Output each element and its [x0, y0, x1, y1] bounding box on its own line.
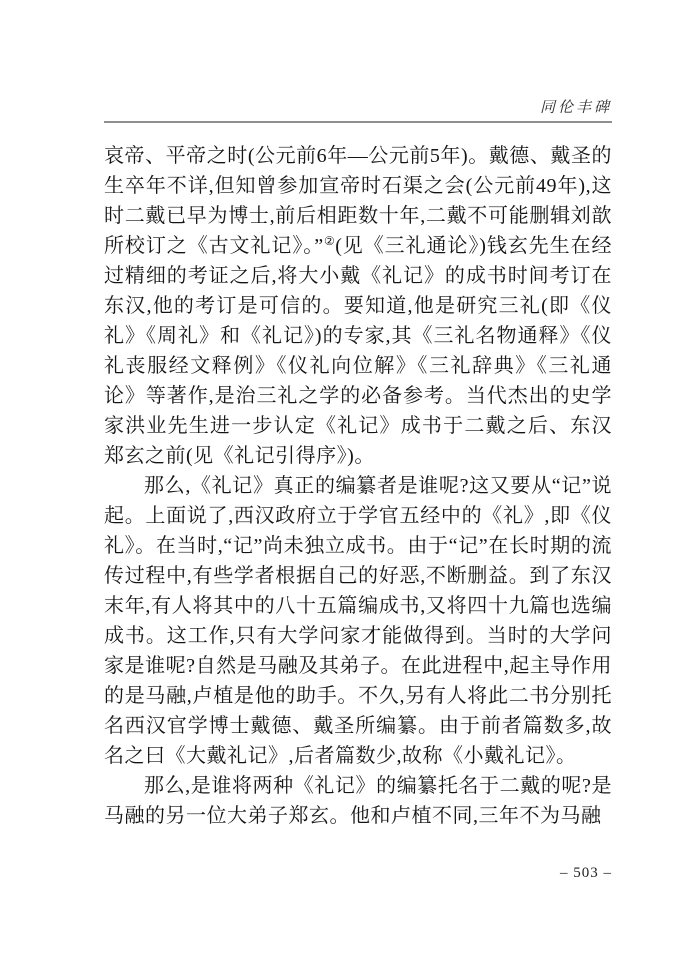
header-rule [104, 121, 612, 123]
paragraph-1-continued: (见《三礼通论》)钱玄先生在经过精细的考证之后,将大小戴《礼记》的成书时间考订在东汉,他的考订是可信的。要知道,他是研究三礼(即《仪礼》《周礼》和《礼记》)的专家,其《三礼名物通释》《仪礼丧服经文释例》《仪礼向位解》《三礼辞典》《三礼通论》等著作,是治三礼之学的必备参考。当代杰出的史学家洪业先生进一步认定《礼记》成书于二戴之后、东汉郑玄之前(见《礼记引得序》)。 [104, 235, 612, 467]
page-body [104, 141, 612, 831]
paragraph-2: 那么,《礼记》真正的编纂者是谁呢?这又要从“记”说起。上面说了,西汉政府立于学官五经中的《礼》,即《仪礼》。在当时,“记”尚未独立成书。由于“记”在长时期的流传过程中,有些学者根据自己的好恶,不断删益。到了东汉末年,有人将其中的八十五篇编成书,又将四十九篇也选编成书。这工作,只有大学问家才能做得到。当时的大学问家是谁呢?自然是马融及其弟子。在此进程中,起主导作用的是马融,卢植是他的助手。不久,另有人将此二书分别托名西汉官学博士戴德、戴圣所编纂。由于前者篇数多,故名之曰《大戴礼记》,后者篇数少,故称《小戴礼记》。 [104, 475, 612, 767]
page-number: – 503 – [560, 865, 612, 881]
running-header [104, 99, 612, 123]
footnote-marker-icon: ② [323, 234, 336, 248]
paragraph-3: 那么,是谁将两种《礼记》的编纂托名于二戴的呢?是马融的另一位大弟子郑玄。他和卢植不同,三年不为马融 [104, 775, 612, 827]
paragraph-1 [104, 141, 612, 471]
paragraph-1-text: 哀帝、平帝之时(公元前6年—公元前5年)。戴德、戴圣的生卒年不详,但知曾参加宣帝时石渠之会(公元前49年),这时二戴已早为博士,前后相距数十年,二戴不可能删辑刘歆所校订之《古文礼记》。” [104, 145, 612, 257]
running-header-title: 同伦丰碑 [539, 100, 612, 116]
